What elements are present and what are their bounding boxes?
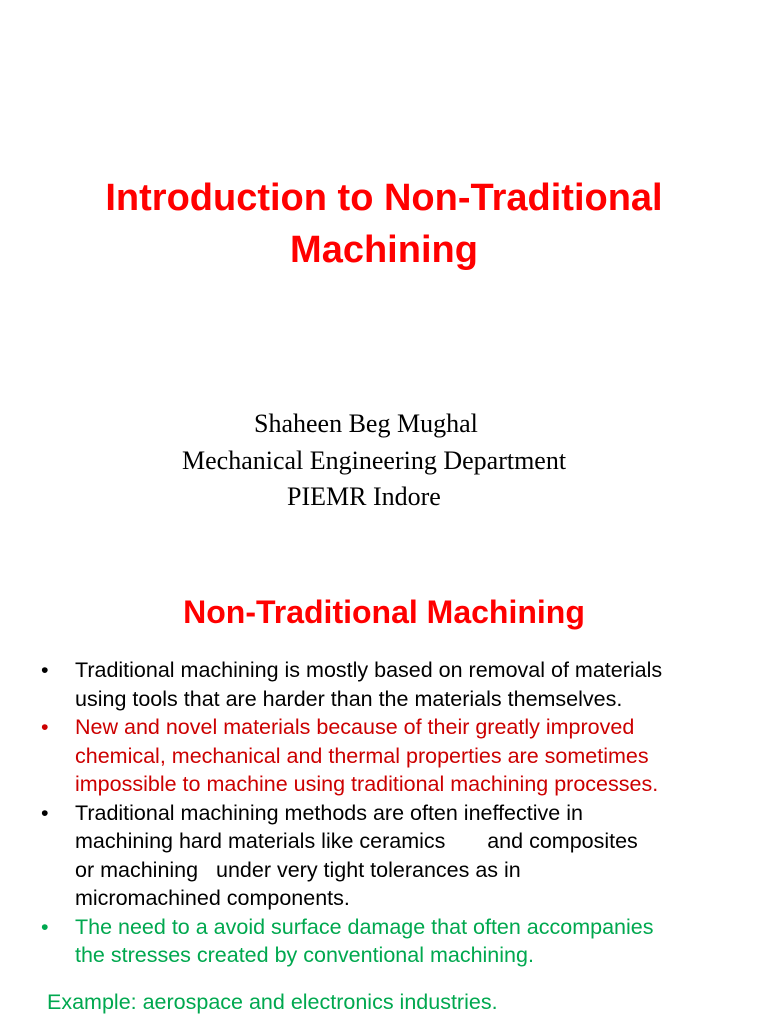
institute-name: PIEMR Indore bbox=[287, 482, 441, 511]
example-text: Example: aerospace and electronics industries. bbox=[47, 990, 498, 1014]
bullet-list bbox=[0, 656, 768, 970]
bullet-item bbox=[0, 913, 768, 970]
bullet-line: the stresses created by conventional machining. bbox=[75, 943, 534, 967]
bullet-line: chemical, mechanical and thermal properties are sometimes bbox=[75, 743, 649, 768]
bullet-item bbox=[0, 799, 768, 913]
bullet-line: or machining under very tight tolerances as in bbox=[75, 857, 521, 882]
slide-title bbox=[0, 172, 768, 276]
bullet-line: The need to a avoid surface damage that often accompanies bbox=[75, 914, 654, 939]
bullet-dot-icon: • bbox=[41, 715, 49, 739]
bullet-line: New and novel materials because of their greatly improved bbox=[75, 715, 635, 739]
author-name: Shaheen Beg Mughal bbox=[254, 409, 478, 438]
slide-title-line-1: Introduction to Non-Traditional bbox=[105, 177, 663, 219]
bullet-dot-icon: • bbox=[41, 658, 49, 682]
slide-heading: Non-Traditional Machining bbox=[183, 594, 585, 630]
bullet-dot-icon: • bbox=[41, 914, 49, 939]
bullet-line: using tools that are harder than the materials themselves. bbox=[75, 686, 623, 711]
department-name: Mechanical Engineering Department bbox=[182, 446, 567, 475]
bullet-item bbox=[0, 656, 768, 713]
bullet-line: Traditional machining is mostly based on removal of materials bbox=[75, 658, 663, 682]
bullet-line: impossible to machine using traditional machining processes. bbox=[75, 772, 659, 796]
bullet-line: micromachined components. bbox=[75, 886, 350, 910]
bullet-line: Traditional machining methods are often ineffective in bbox=[75, 800, 583, 825]
content-slide bbox=[0, 560, 768, 1024]
bullet-dot-icon: • bbox=[41, 800, 49, 825]
slide-title-line-2: Machining bbox=[290, 229, 478, 271]
bullet-item bbox=[0, 713, 768, 799]
bullet-line: machining hard materials like ceramics and composites bbox=[75, 829, 638, 853]
